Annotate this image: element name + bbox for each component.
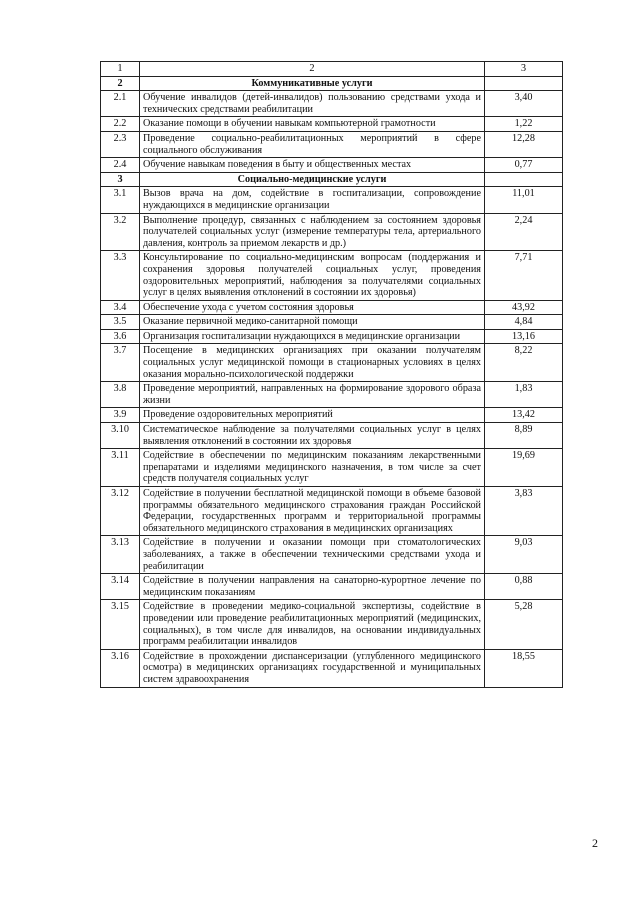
row-description: Обеспечение ухода с учетом состояния здоровья [140, 300, 485, 315]
services-table [100, 61, 563, 688]
row-description: Обучение инвалидов (детей-инвалидов) пользованию средствами ухода и технических средствами реабилитации [140, 91, 485, 117]
table-row [101, 329, 563, 344]
table-row [101, 600, 563, 649]
row-number: 3.8 [101, 382, 140, 408]
row-value: 8,89 [485, 423, 563, 449]
table-header-row [101, 62, 563, 77]
table-row [101, 408, 563, 423]
row-value: 3,83 [485, 487, 563, 536]
row-value: 13,42 [485, 408, 563, 423]
row-description: Содействие в обеспечении по медицинским показаниям лекарственными препаратами и изделиями медицинского назначения, в том числе за счет средств получателя социальных услуг [140, 449, 485, 487]
row-number: 2.4 [101, 158, 140, 173]
row-description: Посещение в медицинских организациях при оказании получателям социальных услуг медицинской помощи в стационарных условиях в целях оказания морально-психологической поддержки [140, 344, 485, 382]
section-row [101, 76, 563, 91]
row-value: 11,01 [485, 187, 563, 213]
row-value: 12,28 [485, 131, 563, 157]
section-row [101, 172, 563, 187]
table-row [101, 487, 563, 536]
row-number: 2 [101, 76, 140, 91]
row-description: Оказание первичной медико-санитарной помощи [140, 315, 485, 330]
table-row [101, 158, 563, 173]
row-value: 7,71 [485, 251, 563, 300]
table-row [101, 449, 563, 487]
row-number: 3.4 [101, 300, 140, 315]
row-value: 1,22 [485, 117, 563, 132]
page-number: 2 [592, 836, 598, 850]
row-number: 3.9 [101, 408, 140, 423]
row-description: Содействие в прохождении диспансеризации (углубленного медицинского осмотра) в медицинских организациях государственной и муниципальных систем здравоохранения [140, 649, 485, 687]
table-row [101, 315, 563, 330]
row-number: 2.2 [101, 117, 140, 132]
row-number: 3.5 [101, 315, 140, 330]
row-value: 1,83 [485, 382, 563, 408]
row-number: 3.10 [101, 423, 140, 449]
table-row [101, 536, 563, 574]
table-row [101, 187, 563, 213]
row-description: Содействие в получении бесплатной медицинской помощи в объеме базовой программы обязательного медицинского страхования граждан Российской Федерации, государственных программ и территориальной программы обязательного медицинского страхования в медицинских организациях [140, 487, 485, 536]
row-value: 19,69 [485, 449, 563, 487]
row-description: Организация госпитализации нуждающихся в медицинские организации [140, 329, 485, 344]
row-number: 3.15 [101, 600, 140, 649]
row-description: Проведение мероприятий, направленных на формирование здорового образа жизни [140, 382, 485, 408]
table-row [101, 300, 563, 315]
row-value: 0,88 [485, 574, 563, 600]
row-number: 3.12 [101, 487, 140, 536]
row-description: Содействие в получении и оказании помощи при стоматологических заболеваниях, а также в обеспечении техническими средствами ухода и реабилитации [140, 536, 485, 574]
row-number: 3.2 [101, 213, 140, 251]
row-description: Содействие в получении направления на санаторно-курортное лечение по медицинским показаниям [140, 574, 485, 600]
row-description: Оказание помощи в обучении навыкам компьютерной грамотности [140, 117, 485, 132]
table-row [101, 131, 563, 157]
row-value: 5,28 [485, 600, 563, 649]
row-description: Проведение социально-реабилитационных мероприятий в сфере социального обслуживания [140, 131, 485, 157]
row-number: 3.14 [101, 574, 140, 600]
table-row [101, 649, 563, 687]
row-number: 3.3 [101, 251, 140, 300]
table-row [101, 574, 563, 600]
row-description: Консультирование по социально-медицинским вопросам (поддержания и сохранения здоровья получателей социальных услуг, проведения оздоровительных мероприятий, наблюдения за получателями социальных услуг в целях выявления отклонений в состоянии их здоровья) [140, 251, 485, 300]
row-value: 4,84 [485, 315, 563, 330]
row-number: 3.13 [101, 536, 140, 574]
row-description: Вызов врача на дом, содействие в госпитализации, сопровождение нуждающихся в медицинские организации [140, 187, 485, 213]
table-row [101, 344, 563, 382]
header-col-name: 2 [140, 62, 485, 77]
row-number: 3.6 [101, 329, 140, 344]
row-description: Проведение оздоровительных мероприятий [140, 408, 485, 423]
row-value [485, 76, 563, 91]
table-row [101, 251, 563, 300]
row-description: Обучение навыкам поведения в быту и общественных местах [140, 158, 485, 173]
row-number: 2.1 [101, 91, 140, 117]
row-value: 18,55 [485, 649, 563, 687]
header-col-number: 1 [101, 62, 140, 77]
services-table-body [101, 62, 563, 688]
table-row [101, 382, 563, 408]
services-table-wrapper [100, 61, 562, 688]
row-value: 0,77 [485, 158, 563, 173]
table-row [101, 213, 563, 251]
row-number: 3 [101, 172, 140, 187]
table-row [101, 423, 563, 449]
row-value: 43,92 [485, 300, 563, 315]
row-value: 3,40 [485, 91, 563, 117]
table-row [101, 91, 563, 117]
row-number: 3.7 [101, 344, 140, 382]
row-description: Социально-медицинские услуги [140, 172, 485, 187]
table-row [101, 117, 563, 132]
row-value: 9,03 [485, 536, 563, 574]
row-number: 3.1 [101, 187, 140, 213]
row-value [485, 172, 563, 187]
row-description: Содействие в проведении медико-социальной экспертизы, содействие в проведении или проведение реабилитационных мероприятий (медицинских, социальных), в том числе для инвалидов, на основании индивидуальных программ реабилитации инвалидов [140, 600, 485, 649]
row-description: Систематическое наблюдение за получателями социальных услуг в целях выявления отклонений в состоянии их здоровья [140, 423, 485, 449]
header-col-value: 3 [485, 62, 563, 77]
row-number: 3.11 [101, 449, 140, 487]
row-value: 8,22 [485, 344, 563, 382]
row-value: 13,16 [485, 329, 563, 344]
row-description: Коммуникативные услуги [140, 76, 485, 91]
row-number: 3.16 [101, 649, 140, 687]
row-value: 2,24 [485, 213, 563, 251]
row-description: Выполнение процедур, связанных с наблюдением за состоянием здоровья получателей социальных услуг (измерение температуры тела, артериального давления, контроль за приемом лекарств и др.) [140, 213, 485, 251]
row-number: 2.3 [101, 131, 140, 157]
